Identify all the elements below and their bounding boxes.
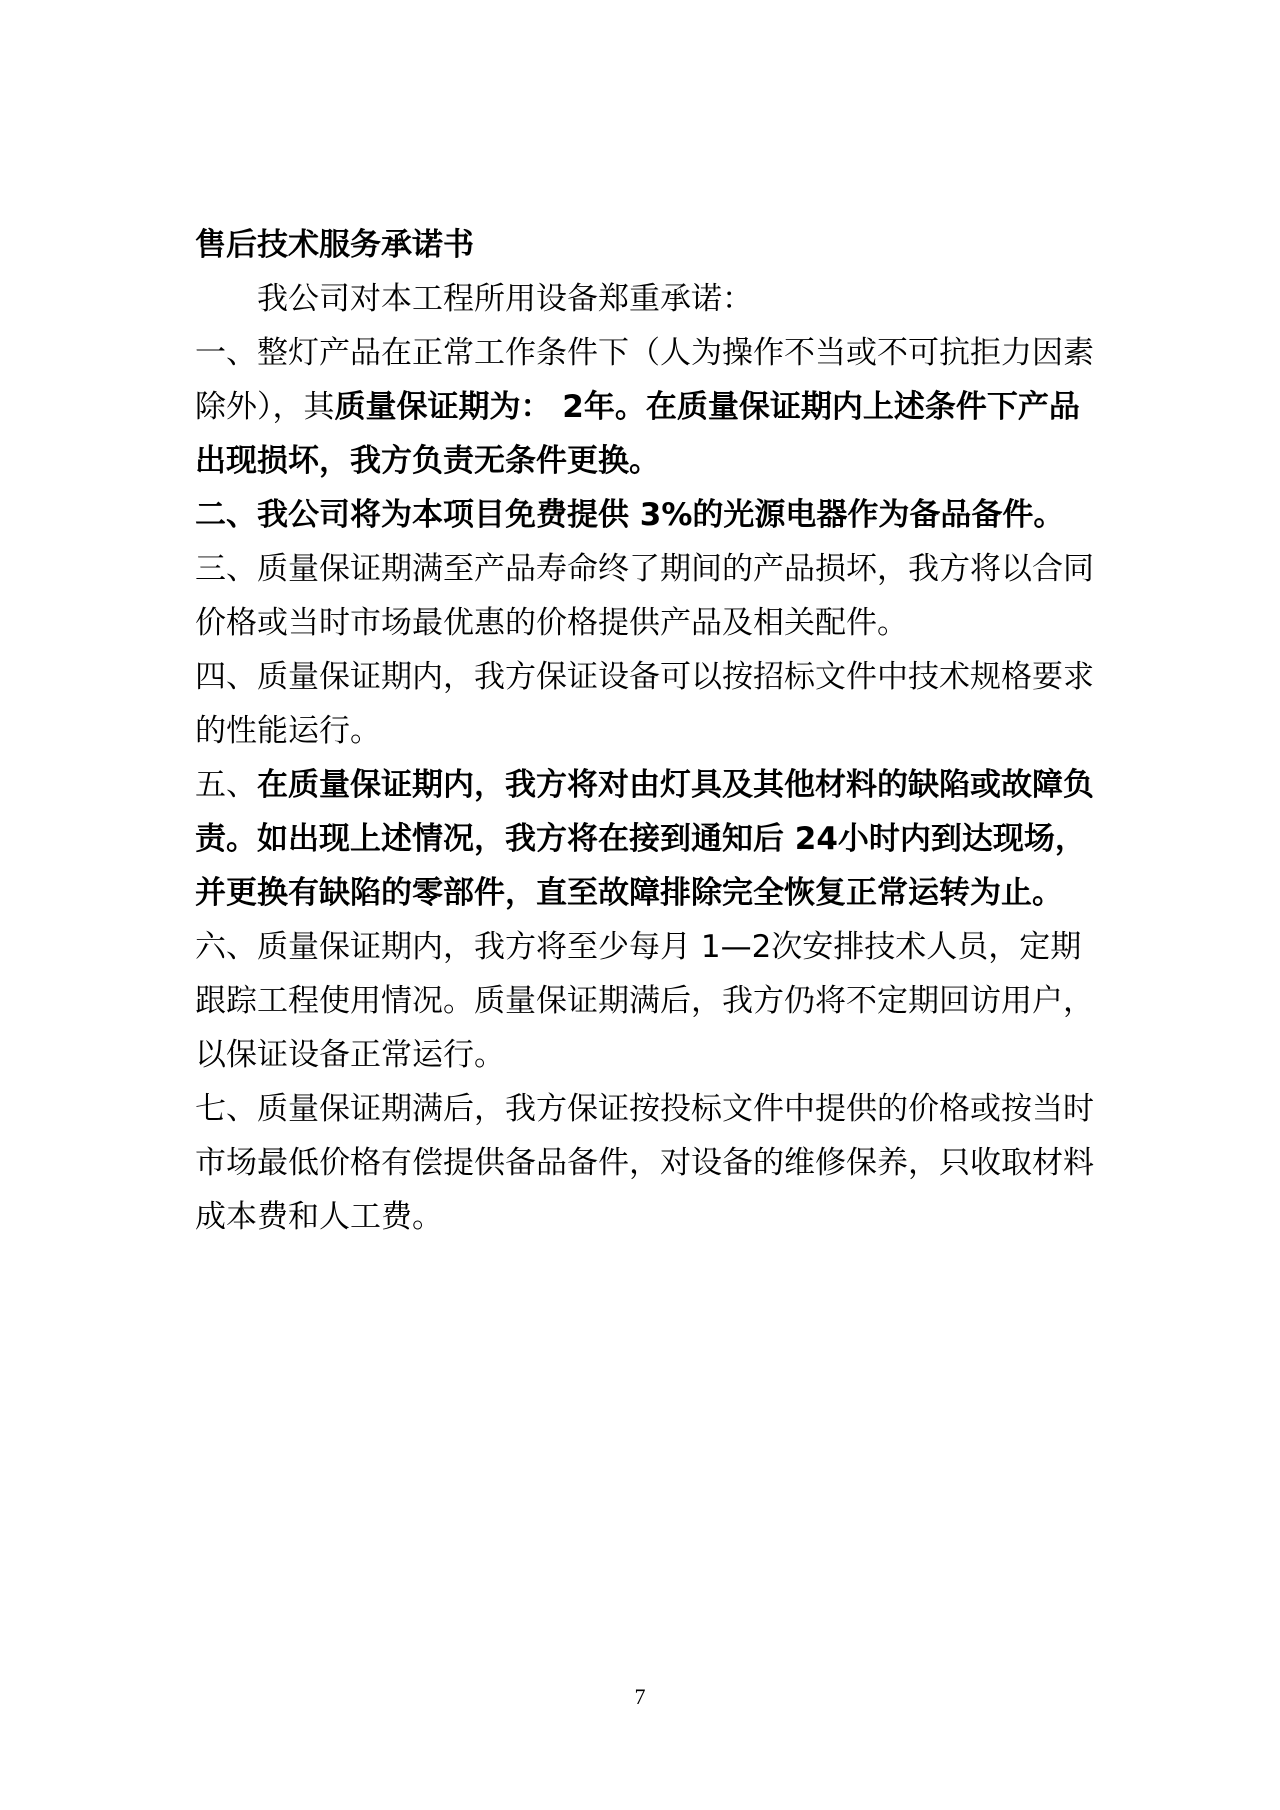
commitment-item-6 (195, 920, 1095, 1082)
commitment-item-3 (195, 542, 1095, 650)
document-title: 售后技术服务承诺书 (195, 227, 474, 263)
item-text: 六、质量保证期内，我方将至少每月 1—2次安排技术人员，定期跟踪工程使用情况。质量保证期满后，我方仍将不定期回访用户，以保证设备正常运行。 (195, 929, 1094, 1073)
intro-paragraph: 我公司对本工程所用设备郑重承诺： (257, 281, 753, 317)
item-text: 四、质量保证期内，我方保证设备可以按招标文件中技术规格要求的性能运行。 (195, 659, 1094, 749)
commitment-item-1 (195, 326, 1095, 488)
item-text: 一、整灯产品在正常工作条件下（人为操作不当或不可抗拒力因素除外），其 (195, 335, 1094, 425)
item-text-bold: 二、我公司将为本项目免费提供 3%的光源电器作为备品备件。 (195, 497, 1065, 533)
item-text: 七、质量保证期满后，我方保证按投标文件中提供的价格或按当时市场最低价格有偿提供备品备件，对设备的维修保养，只收取材料成本费和人工费。 (195, 1091, 1094, 1235)
commitment-item-2 (195, 488, 1095, 542)
page-number: 7 (634, 1684, 646, 1709)
item-text: 五、 (195, 767, 257, 803)
document-body (195, 218, 1095, 1244)
item-text-bold: 在质量保证期内，我方将对由灯具及其他材料的缺陷或故障负责。如出现上述情况，我方将在接到通知后 24小时内到达现场，并更换有缺陷的零部件，直至故障排除完全恢复正常运转为止。 (195, 767, 1094, 911)
commitment-item-5 (195, 758, 1095, 920)
commitment-item-7 (195, 1082, 1095, 1244)
commitment-item-4 (195, 650, 1095, 758)
item-text-bold: 质量保证期为： 2年。在质量保证期内上述条件下产品出现损坏，我方负责无条件更换。 (195, 389, 1080, 479)
item-text: 三、质量保证期满至产品寿命终了期间的产品损坏，我方将以合同价格或当时市场最优惠的价格提供产品及相关配件。 (195, 551, 1094, 641)
